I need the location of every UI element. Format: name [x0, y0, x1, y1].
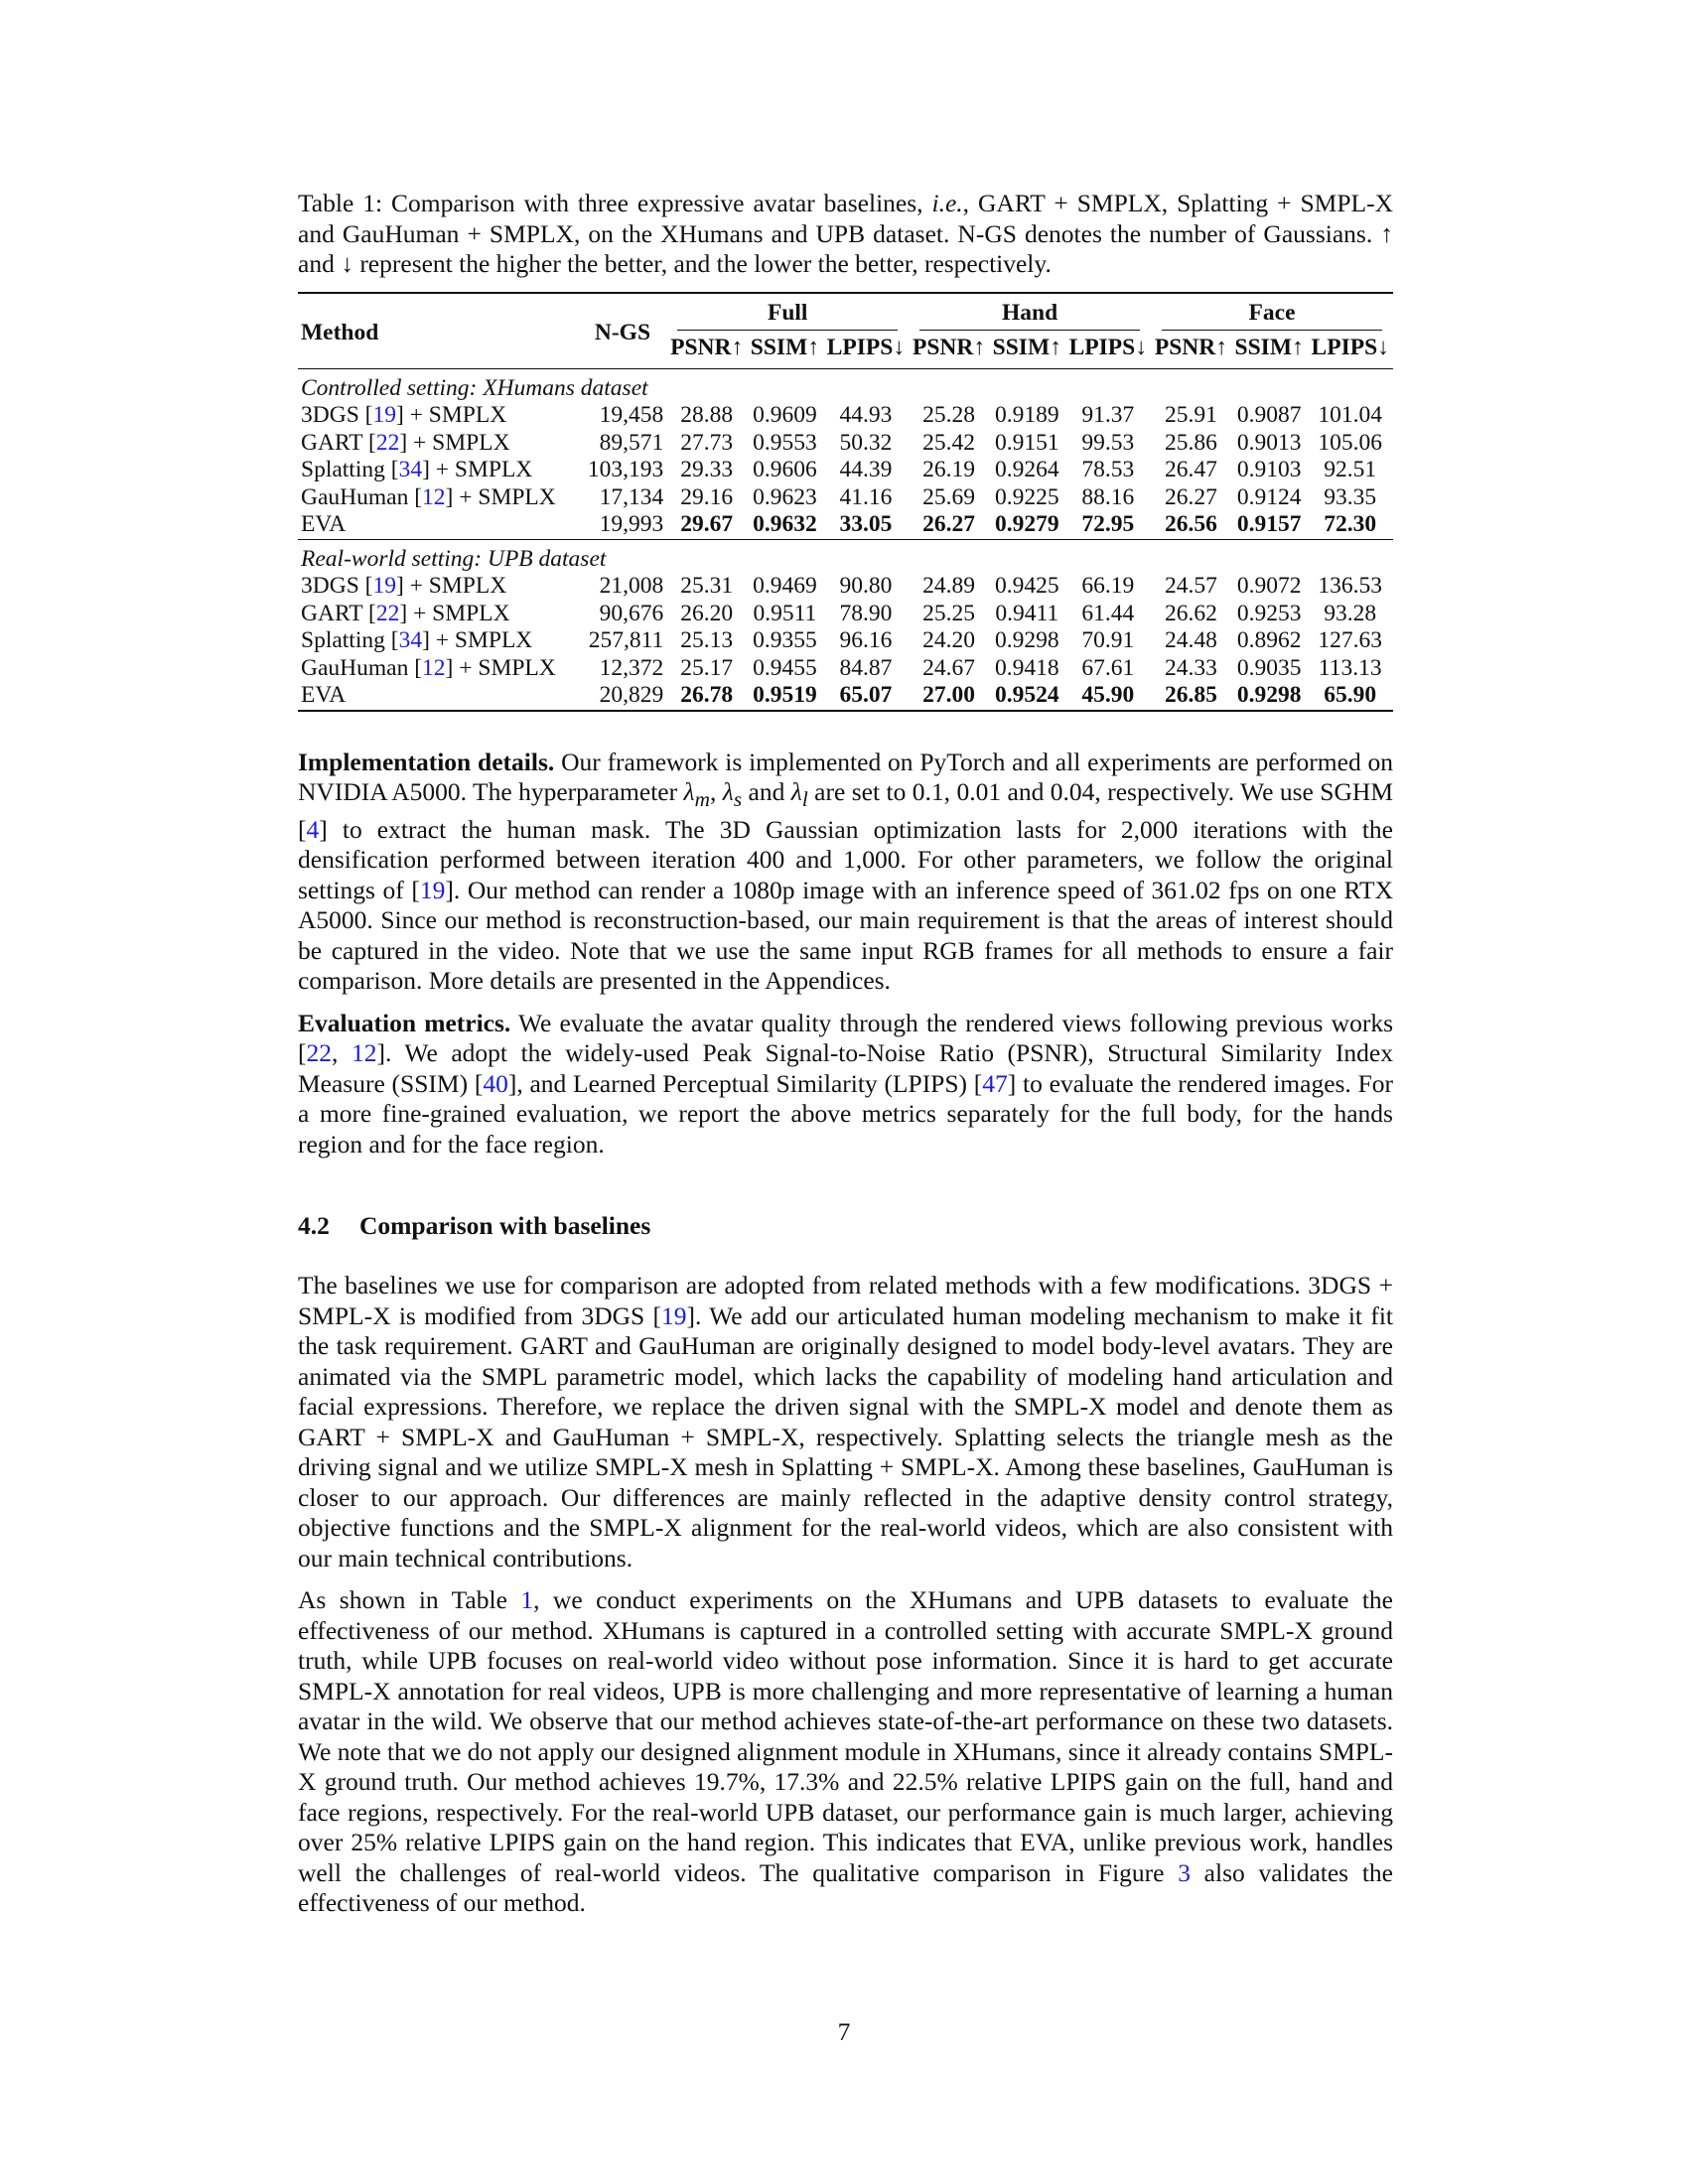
- value-cell: 0.9298: [1236, 682, 1302, 708]
- metric-header: LPIPS↓: [1307, 331, 1393, 368]
- value-cell: 24.48: [1165, 627, 1217, 653]
- metric-header: LPIPS↓: [1065, 331, 1151, 368]
- section-title: Controlled setting: XHumans dataset: [298, 368, 1393, 402]
- table-caption: [298, 189, 1393, 280]
- method-cell: 3DGS [19] + SMPLX: [301, 402, 507, 428]
- citation-link[interactable]: 12: [422, 483, 446, 510]
- method-cell: Splatting [34] + SMPLX: [301, 457, 533, 482]
- table-row: [298, 682, 1393, 711]
- citation-link[interactable]: 19: [372, 402, 396, 428]
- value-cell: 67.61: [1081, 654, 1135, 681]
- citation-link[interactable]: 40: [483, 1068, 508, 1098]
- value-cell: 65.07: [839, 682, 893, 708]
- value-cell: 65.90: [1324, 682, 1377, 708]
- value-cell: 0.9072: [1236, 573, 1302, 599]
- value-cell: 29.67: [680, 511, 734, 537]
- citation-link[interactable]: 22: [375, 429, 400, 456]
- group-full: Full: [666, 293, 909, 332]
- value-cell: 26.19: [922, 457, 975, 482]
- ngs-cell: 20,829: [599, 682, 664, 708]
- value-cell: 44.39: [839, 457, 893, 482]
- value-cell: 0.9425: [994, 573, 1059, 599]
- value-cell: 24.33: [1165, 654, 1217, 681]
- group-hand: Hand: [909, 293, 1151, 332]
- section-heading: [298, 1211, 1393, 1241]
- value-cell: 113.13: [1318, 654, 1382, 681]
- value-cell: 27.73: [680, 429, 734, 456]
- value-cell: 93.28: [1324, 600, 1377, 626]
- value-cell: 0.9225: [994, 483, 1059, 510]
- ngs-cell: 17,134: [599, 483, 664, 510]
- value-cell: 0.9524: [994, 682, 1059, 708]
- value-cell: 70.91: [1081, 627, 1135, 653]
- value-cell: 26.85: [1165, 682, 1217, 708]
- metric-header: SSIM↑: [989, 331, 1065, 368]
- results-table: [298, 292, 1393, 712]
- value-cell: 66.19: [1081, 573, 1135, 599]
- value-cell: 0.9264: [994, 457, 1059, 482]
- citation-link[interactable]: 19: [419, 875, 446, 904]
- ngs-cell: 90,676: [599, 600, 664, 626]
- value-cell: 50.32: [839, 429, 893, 456]
- value-cell: 26.56: [1165, 511, 1217, 537]
- value-cell: 0.9455: [753, 654, 817, 681]
- value-cell: 24.57: [1165, 573, 1217, 599]
- section-row: [298, 368, 1393, 402]
- value-cell: 26.62: [1165, 600, 1217, 626]
- method-cell: GART [22] + SMPLX: [301, 600, 510, 626]
- evaluation-metrics: Evaluation metrics. We evaluate the avatar quality through the rendered views following previous works [22, 12]. We adopt the widely-used Peak Signal-to-Noise Ratio (PSNR), Structural Similarity Index Measure (SSIM) [40], and Learned Perceptual Similarity (LPIPS) [47] to evaluate the rendered images. For a more fine-grained evaluation, we report the above metrics separately for the full body, for the hands region and for the face region.: [298, 1008, 1394, 1159]
- value-cell: 24.67: [922, 654, 975, 681]
- value-cell: 25.91: [1165, 402, 1217, 428]
- caption-ie: i.e.: [931, 189, 963, 217]
- section-title: Real-world setting: UPB dataset: [298, 539, 1393, 573]
- value-cell: 72.95: [1081, 511, 1135, 537]
- caption-text-rest: , GART + SMPLX, Splatting + SMPL-X and GauHuman + SMPLX, on the XHumans and UPB dataset. N-GS denotes the number of Gaussians. ↑ and ↓ represent the higher the better, and the lower the better, respectively.: [298, 189, 1393, 278]
- value-cell: 93.35: [1324, 483, 1377, 510]
- value-cell: 0.8962: [1236, 627, 1302, 653]
- value-cell: 0.9151: [994, 429, 1059, 456]
- value-cell: 99.53: [1081, 429, 1135, 456]
- value-cell: 136.53: [1318, 573, 1383, 599]
- value-cell: 0.9519: [753, 682, 817, 708]
- citation-link[interactable]: 4: [306, 814, 320, 844]
- ngs-cell: 12,372: [599, 654, 664, 681]
- citation-link[interactable]: 47: [982, 1068, 1008, 1098]
- table-ref-link[interactable]: 1: [520, 1585, 534, 1615]
- table-row: [298, 484, 1393, 512]
- value-cell: 25.17: [680, 654, 734, 681]
- value-cell: 61.44: [1081, 600, 1135, 626]
- value-cell: 24.89: [922, 573, 975, 599]
- metric-header: SSIM↑: [747, 331, 823, 368]
- table-row: [298, 573, 1393, 601]
- citation-link[interactable]: 19: [661, 1300, 687, 1330]
- ngs-cell: 21,008: [599, 573, 664, 599]
- citation-link[interactable]: 19: [372, 573, 396, 599]
- ngs-cell: 89,571: [599, 429, 664, 456]
- value-cell: 0.9609: [753, 402, 817, 428]
- value-cell: 44.93: [839, 402, 893, 428]
- value-cell: 25.42: [922, 429, 975, 456]
- value-cell: 29.16: [680, 483, 734, 510]
- value-cell: 88.16: [1081, 483, 1135, 510]
- citation-link[interactable]: 12: [351, 1038, 377, 1068]
- value-cell: 25.28: [922, 402, 975, 428]
- value-cell: 0.9469: [753, 573, 817, 599]
- figure-ref-link[interactable]: 3: [1178, 1857, 1191, 1887]
- value-cell: 25.86: [1165, 429, 1217, 456]
- method-cell: GauHuman [12] + SMPLX: [301, 483, 556, 510]
- section-row: [298, 539, 1393, 573]
- value-cell: 41.16: [839, 483, 893, 510]
- value-cell: 0.9355: [753, 627, 817, 653]
- value-cell: 25.31: [680, 573, 734, 599]
- value-cell: 101.04: [1318, 402, 1383, 428]
- citation-link[interactable]: 22: [306, 1038, 332, 1068]
- table-row: [298, 457, 1393, 484]
- results-paragraph: As shown in Table 1, we conduct experiments on the XHumans and UPB datasets to evaluate the effectiveness of our method. XHumans is captured in a controlled setting with accurate SMPL-X ground truth, while UPB focuses on real-world video without pose information. Since it is hard to get accurate SMPL-X annotation for real videos, UPB is more challenging and more representative of learning a human avatar in the wild. We observe that our method achieves state-of-the-art performance on these two datasets. We note that we do not apply our designed alignment module in XHumans, since it already contains SMPL-X ground truth. Our method achieves 19.7%, 17.3% and 22.5% relative LPIPS gain on the full, hand and face regions, respectively. For the real-world UPB dataset, our performance gain is much larger, achieving over 25% relative LPIPS gain on the hand region. This indicates that EVA, unlike previous work, handles well the challenges of real-world videos. The qualitative comparison in Figure 3 also validates the effectiveness of our method.: [298, 1585, 1393, 1918]
- implementation-details: Implementation details. Our framework is implemented on PyTorch and all experiments are performed on NVIDIA A5000. The hyperparameter $\lambda_m$, $\lambda_s$ and $\lambda_l$ are set to 0.1, 0.01 and 0.04, respectively. We use SGHM [4] to extract the human mask. The 3D Gaussian optimization lasts for 2,000 iterations with the densification performed between iteration 400 and 1,000. For other parameters, we follow the original settings of [19]. Our method can render a 1080p image with an inference speed of 361.02 fps on one RTX A5000. Since our method is reconstruction-based, our main requirement is that the areas of interest should be captured in the video. Note that we use the same input RGB frames for all methods to ensure a fair comparison. More details are presented in the Appendices.: [298, 747, 1394, 996]
- table-row: [298, 601, 1393, 628]
- value-cell: 78.53: [1081, 457, 1135, 482]
- value-cell: 0.9253: [1236, 600, 1302, 626]
- table-row: [298, 402, 1393, 430]
- value-cell: 0.9632: [753, 511, 817, 537]
- method-cell: GART [22] + SMPLX: [301, 429, 510, 456]
- value-cell: 0.9623: [753, 483, 817, 510]
- value-cell: 127.63: [1318, 627, 1383, 653]
- value-cell: 92.51: [1324, 457, 1377, 482]
- value-cell: 0.9553: [753, 429, 817, 456]
- value-cell: 0.9418: [994, 654, 1059, 681]
- value-cell: 0.9279: [994, 511, 1059, 537]
- value-cell: 26.20: [680, 600, 734, 626]
- value-cell: 27.00: [922, 682, 975, 708]
- value-cell: 26.78: [680, 682, 734, 708]
- value-cell: 0.9189: [994, 402, 1059, 428]
- ngs-cell: 257,811: [588, 627, 664, 653]
- value-cell: 78.90: [839, 600, 893, 626]
- ngs-cell: 103,193: [587, 457, 664, 482]
- method-cell: Splatting [34] + SMPLX: [301, 627, 533, 653]
- value-cell: 0.9298: [994, 627, 1059, 653]
- impl-heading: Implementation details.: [298, 747, 555, 776]
- ngs-cell: 19,993: [599, 511, 664, 537]
- method-cell: EVA: [301, 682, 347, 708]
- table-row: [298, 627, 1393, 655]
- col-ngs: N-GS: [594, 320, 651, 346]
- value-cell: 45.90: [1081, 682, 1135, 708]
- table-row: [298, 655, 1393, 683]
- table-body: [298, 368, 1393, 711]
- value-cell: 90.80: [839, 573, 893, 599]
- value-cell: 25.25: [922, 600, 975, 626]
- value-cell: 26.27: [1165, 483, 1217, 510]
- value-cell: 0.9411: [995, 600, 1059, 626]
- col-method: Method: [301, 320, 379, 346]
- table-row: [298, 430, 1393, 458]
- value-cell: 25.13: [680, 627, 734, 653]
- value-cell: 0.9157: [1236, 511, 1302, 537]
- table-row: [298, 511, 1393, 539]
- value-cell: 25.69: [922, 483, 975, 510]
- value-cell: 0.9013: [1236, 429, 1302, 456]
- citation-link[interactable]: 22: [375, 600, 400, 626]
- caption-text: Table 1: Comparison with three expressive avatar baselines,: [298, 189, 932, 217]
- ngs-cell: 19,458: [599, 402, 664, 428]
- value-cell: 29.33: [680, 457, 734, 482]
- value-cell: 33.05: [839, 511, 893, 537]
- value-cell: 24.20: [922, 627, 975, 653]
- method-cell: 3DGS [19] + SMPLX: [301, 573, 507, 599]
- citation-link[interactable]: 12: [422, 654, 446, 681]
- section-number: 4.2: [298, 1211, 330, 1241]
- value-cell: 0.9124: [1236, 483, 1302, 510]
- metric-header: PSNR↑: [1151, 331, 1231, 368]
- value-cell: 0.9606: [753, 457, 817, 482]
- metric-header: LPIPS↓: [823, 331, 909, 368]
- value-cell: 96.16: [839, 627, 893, 653]
- value-cell: 0.9035: [1236, 654, 1302, 681]
- value-cell: 0.9511: [753, 600, 817, 626]
- section-title: Comparison with baselines: [359, 1211, 651, 1241]
- value-cell: 28.88: [680, 402, 734, 428]
- citation-link[interactable]: 34: [398, 457, 423, 482]
- value-cell: 26.27: [922, 511, 975, 537]
- page-number: 7: [837, 2017, 851, 2046]
- eval-heading: Evaluation metrics.: [298, 1008, 511, 1037]
- group-face: Face: [1151, 293, 1393, 332]
- value-cell: 0.9087: [1236, 402, 1302, 428]
- value-cell: 105.06: [1318, 429, 1383, 456]
- baselines-paragraph: The baselines we use for comparison are adopted from related methods with a few modifications. 3DGS + SMPL-X is modified from 3DGS [19]. We add our articulated human modeling mechanism to make it fit the task requirement. GART and GauHuman are originally designed to model body-level avatars. They are animated via the SMPL parametric model, which lacks the capability of modeling hand articulation and facial expressions. Therefore, we replace the driven signal with the SMPL-X model and denote them as GART + SMPL-X and GauHuman + SMPL-X, respectively. Splatting selects the triangle mesh as the driving signal and we utilize SMPL-X mesh in Splatting + SMPL-X. Among these baselines, GauHuman is closer to our approach. Our differences are mainly reflected in the adaptive density control strategy, objective functions and the SMPL-X alignment for the real-world videos, which are also consistent with our main technical contributions.: [298, 1271, 1393, 1572]
- method-cell: GauHuman [12] + SMPLX: [301, 654, 556, 681]
- metric-header: PSNR↑: [666, 331, 747, 368]
- value-cell: 91.37: [1081, 402, 1135, 428]
- metric-header: SSIM↑: [1231, 331, 1308, 368]
- value-cell: 72.30: [1324, 511, 1377, 537]
- citation-link[interactable]: 34: [398, 627, 423, 653]
- method-cell: EVA: [301, 511, 347, 537]
- value-cell: 0.9103: [1236, 457, 1302, 482]
- value-cell: 26.47: [1165, 457, 1217, 482]
- metric-header: PSNR↑: [909, 331, 989, 368]
- page-content: [298, 189, 1393, 1919]
- value-cell: 84.87: [839, 654, 893, 681]
